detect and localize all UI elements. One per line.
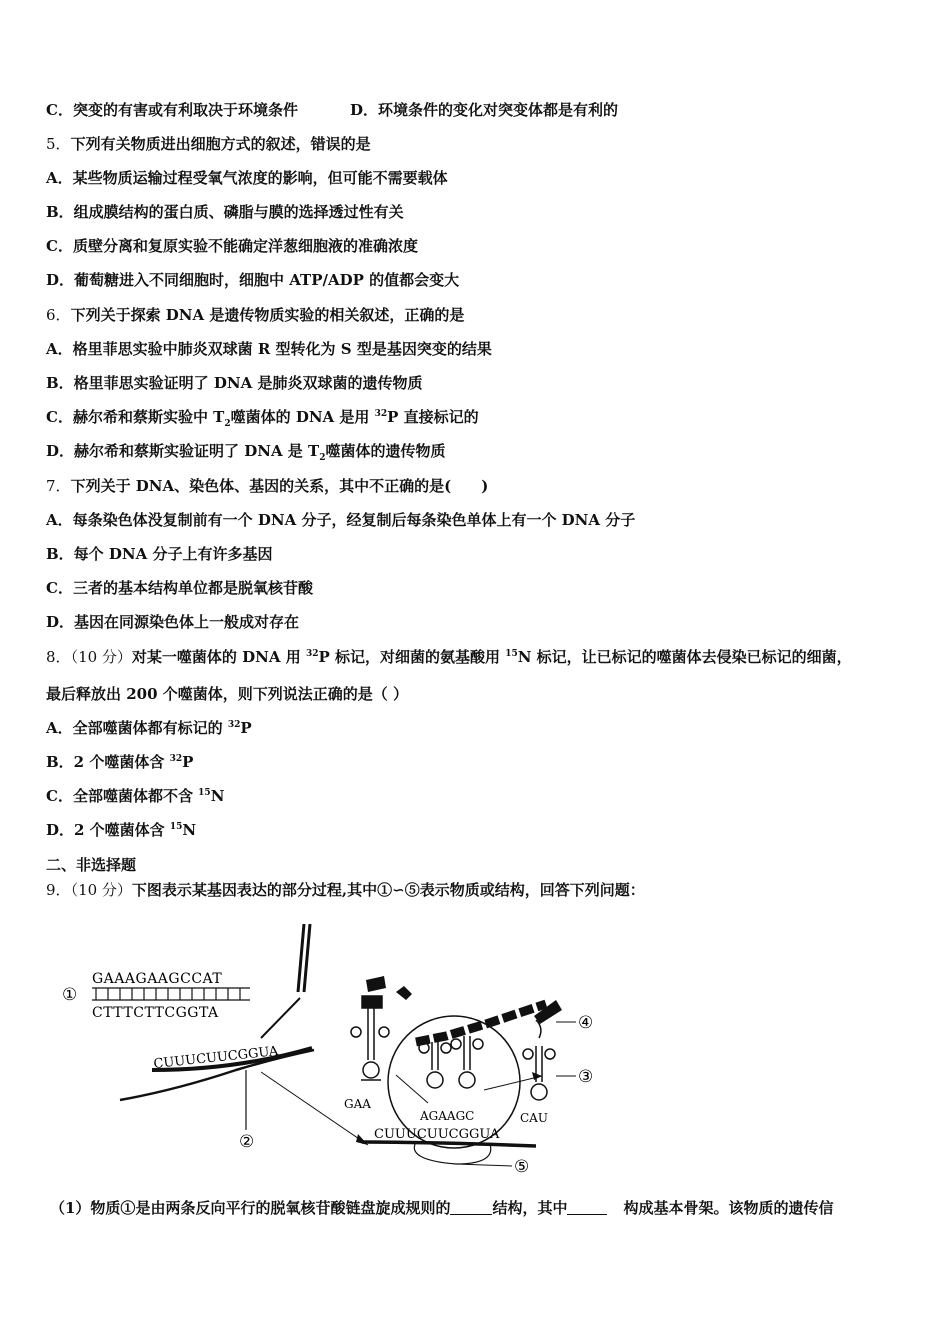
figure-label-2: ② — [239, 1132, 255, 1152]
gene-expression-figure — [56, 920, 616, 1182]
anticodon-agaagc: AGAAGC — [420, 1109, 475, 1123]
figure-label-4: ④ — [578, 1013, 594, 1033]
figure-label-5: ⑤ — [514, 1157, 530, 1177]
dna-top-strand: GAAAGAAGCCAT — [92, 971, 223, 987]
answer-blank-2[interactable] — [567, 1200, 607, 1215]
polymerase-arrow — [261, 998, 300, 1038]
q8-stem-line2: 最后释放出 200 个噬菌体，则下列说法正确的是（ ） — [46, 685, 408, 703]
q5-option-d: D．葡萄糖进入不同细胞时，细胞中 ATP/ADP 的值都会变大 — [46, 271, 460, 289]
q5-number: 5 — [46, 135, 56, 153]
q7-stem: 7．下列关于 DNA、染色体、基因的关系，其中不正确的是( ) — [46, 477, 489, 495]
q5-option-b: B．组成膜结构的蛋白质、磷脂与膜的选择透过性有关 — [46, 203, 404, 221]
q5-option-a: A．某些物质运输过程受氧气浓度的影响，但可能不需要载体 — [46, 169, 448, 187]
q9-subquestion-1: （1）物质①是由两条反向平行的脱氧核苷酸链盘旋成规则的 结构，其中 构成基本骨架。该物质的遗传信 — [50, 1199, 834, 1217]
q6-option-a: A．格里菲思实验中肺炎双球菌 R 型转化为 S 型是基因突变的结果 — [46, 340, 492, 358]
anticodon-cau: CAU — [520, 1111, 548, 1125]
q8-option-a: A．全部噬菌体都有标记的 $^{32}$P — [46, 719, 252, 737]
q8-option-d: D．2 个噬菌体含 $^{15}$N — [46, 821, 197, 839]
figure-label-3: ③ — [578, 1067, 594, 1087]
dna-strand-top — [298, 924, 310, 992]
q4-option-c: C．突变的有害或有利取决于环境条件 — [46, 101, 298, 119]
dna-bottom-strand: CTTTCTTCGGTA — [92, 1005, 219, 1021]
q6-option-b: B．格里菲思实验证明了 DNA 是肺炎双球菌的遗传物质 — [46, 374, 423, 392]
q6-option-c: C．赫尔希和蔡斯实验中 $T_2$噬菌体的 DNA 是用 $^{32}$P 直接标记的 — [46, 408, 479, 429]
trna-arrow-2 — [484, 1076, 542, 1090]
q5-stem: 5．下列有关物质进出细胞方式的叙述，错误的是 — [46, 135, 371, 153]
dna-ladder — [92, 988, 250, 1000]
q6-stem: 6．下列关于探索 DNA 是遗传物质实验的相关叙述，正确的是 — [46, 306, 465, 324]
polypeptide-chain — [416, 1004, 546, 1042]
section-heading: 二、非选择题 — [46, 856, 137, 874]
mrna-left-sequence: CUUUCUUCGGUA — [152, 1043, 280, 1072]
q7-option-a: A．每条染色体没复制前有一个 DNA 分子，经复制后每条染色单体上有一个 DNA 分子 — [46, 511, 636, 529]
trna-arrow-1 — [396, 1075, 428, 1103]
q7-option-d: D．基因在同源染色体上一般成对存在 — [46, 613, 300, 631]
answer-blank-1[interactable] — [450, 1200, 492, 1215]
anticodon-gaa: GAA — [344, 1097, 371, 1111]
q5-option-c: C．质壁分离和复原实验不能确定洋葱细胞液的准确浓度 — [46, 237, 418, 255]
mrna-right-sequence: CUUUCUUCGGUA — [374, 1127, 500, 1142]
trna-right — [523, 1020, 555, 1100]
q7-option-b: B．每个 DNA 分子上有许多基因 — [46, 545, 273, 563]
mrna-right — [362, 1142, 536, 1146]
q8-stem: 8．（10 分）对某一噬菌体的 DNA 用 $^{32}$P 标记，对细菌的氨基酸用 $^{15}$N 标记，让已标记的噬菌体去侵染已标记的细菌， — [46, 648, 852, 666]
q7-option-c: C．三者的基本结构单位都是脱氧核苷酸 — [46, 579, 313, 597]
q4-option-d: D．环境条件的变化对突变体都是有利的 — [349, 101, 618, 119]
q4-options — [46, 100, 618, 120]
q9-stem: 9．（10 分）下图表示某基因表达的部分过程,其中①∽⑤表示物质或结构，回答下列问题： — [46, 881, 645, 899]
q8-option-c: C．全部噬菌体都不含 $^{15}$N — [46, 787, 225, 805]
q6-option-d: D．赫尔希和蔡斯实验证明了 DNA 是 $T_2$噬菌体的遗传物质 — [46, 442, 446, 463]
q8-option-b: B．2 个噬菌体含 $^{32}$P — [46, 753, 194, 771]
trna-left — [351, 996, 389, 1080]
figure-label-1: ① — [62, 985, 78, 1005]
